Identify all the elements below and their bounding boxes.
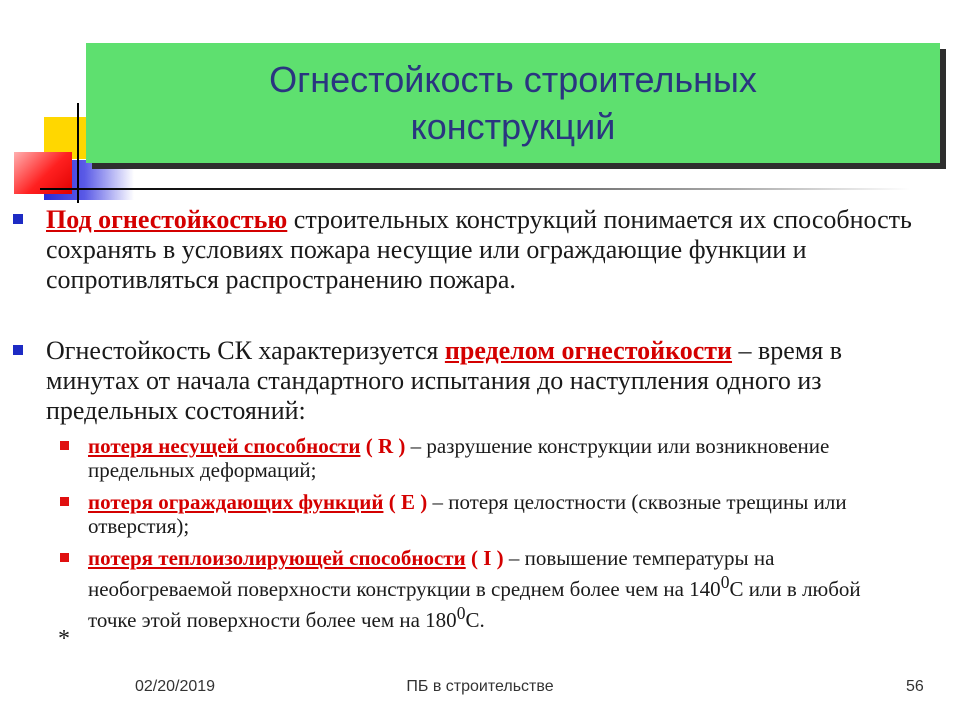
- term-fire-resistance: Под огнестойкостью: [46, 205, 288, 234]
- code-r: ( R ): [360, 434, 406, 458]
- sub-bullet-e: [88, 490, 908, 538]
- decor-horizontal-line: [40, 188, 910, 190]
- sub-bullet-text-2: С или в любой точке этой поверхности более чем на 180: [88, 577, 861, 632]
- square-bullet-icon: [13, 345, 23, 355]
- code-e: ( E ): [383, 490, 428, 514]
- term-fire-limit: пределом огнестойкости: [444, 336, 733, 365]
- term-loss-bearing: потеря несущей способности: [88, 434, 361, 458]
- square-bullet-icon: [60, 497, 69, 506]
- sub-bullet-text: – разрушение конструкции или возникновение предельных деформаций;: [88, 434, 830, 482]
- slide-title: Огнестойкость строительных конструкций: [269, 59, 757, 147]
- sub-bullet-i: [88, 546, 908, 632]
- bullet-text-after: – время в минутах от начала стандартного испытания до наступления одного из предельных состояний:: [46, 336, 843, 425]
- footer-page-number: 56: [906, 678, 924, 695]
- asterisk-note: *: [58, 626, 70, 652]
- sub-bullet-text: – потеря целостности (сквозные трещины или отверстия);: [88, 490, 847, 538]
- superscript-degree-1: 0: [720, 572, 730, 592]
- square-bullet-icon: [60, 441, 69, 450]
- sub-bullet-text-1: – повышение температуры на необогреваемой поверхности конструкции в среднем более чем на 140: [88, 546, 775, 601]
- sub-bullet-r: [88, 434, 908, 482]
- code-i: ( I ): [465, 546, 504, 570]
- sub-bullet-text-3: С.: [465, 608, 485, 632]
- square-bullet-icon: [13, 214, 23, 224]
- bullet-text-before: Огнестойкость СК характеризуется: [46, 336, 445, 365]
- bullet-text: строительных конструкций понимается их способность сохранять в условиях пожара несущие или ограждающие функции и сопротивляться распространению пожара.: [46, 205, 912, 294]
- square-bullet-icon: [60, 553, 69, 562]
- title-banner: [86, 43, 940, 163]
- bullet-definition: [46, 205, 926, 295]
- footer-date: 02/20/2019: [135, 678, 216, 695]
- superscript-degree-2: 0: [456, 603, 466, 623]
- term-loss-insulating: потеря теплоизолирующей способности: [88, 546, 466, 570]
- term-loss-enclosing: потеря ограждающих функций: [88, 490, 384, 514]
- bullet-fire-limit: [46, 336, 926, 426]
- footer-title: ПБ в строительстве: [406, 678, 554, 695]
